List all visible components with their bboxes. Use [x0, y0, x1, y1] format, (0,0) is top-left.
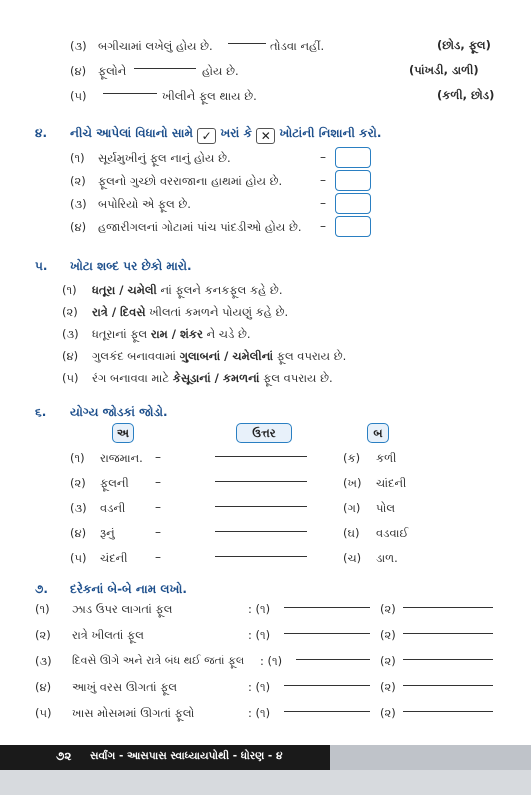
left-item-number: (૧) — [70, 451, 85, 465]
right-item-text: વડવાઈ — [376, 526, 409, 540]
answer-box[interactable] — [335, 216, 371, 237]
section-title — [70, 126, 381, 144]
item-text: ઝાડ ઉપર લાગતાં ફૂલ — [72, 602, 173, 616]
item-number: (૨) — [35, 628, 51, 642]
item-text: ખાસ મોસમમાં ઊગતાં ફૂલો — [72, 706, 195, 720]
item-number: (૩) — [70, 197, 87, 211]
section-title-part: નીચે આપેલાં વિધાનો સામે — [70, 126, 193, 140]
dash: – — [155, 475, 161, 489]
page-number: ૭૨ — [56, 749, 72, 763]
choice-words[interactable]: દિવસે — [120, 305, 146, 319]
statement-pre: રંગ બનાવવા માટે — [92, 371, 173, 385]
answer-blank[interactable] — [215, 531, 307, 532]
section-number: ૭. — [35, 582, 48, 596]
statement-text: બપોરિયો એ ફૂલ છે. — [98, 197, 191, 211]
answer-blank-2[interactable] — [403, 633, 493, 634]
blank-label-2: (૨) — [380, 602, 396, 616]
statement-text — [92, 283, 282, 298]
right-item-text: પોલ — [376, 501, 396, 515]
section-title-part: ખોટાંની નિશાની કરો. — [279, 126, 382, 140]
dash: – — [320, 150, 326, 164]
section-number: ૪. — [35, 126, 47, 140]
left-item-text: ફૂલની — [100, 476, 129, 490]
answer-blank[interactable] — [103, 93, 157, 94]
left-item-number: (૩) — [70, 501, 87, 515]
item-text: રાત્રે ખીલતાં ફૂલ — [72, 628, 144, 642]
statement-text: હજારીગલનાં ગોટામાં પાંચ પાંદડીઓ હોય છે. — [98, 220, 302, 234]
statement-rest: ખીલતાં કમળને પોયણું કહે છે. — [145, 305, 289, 319]
left-item-text: રાજમાન. — [100, 451, 143, 465]
dash: – — [320, 173, 326, 187]
item-number: (૪) — [70, 64, 87, 78]
right-item-number: (ઘ) — [343, 526, 360, 540]
statement-rest: ફૂલ વપરાય છે. — [259, 371, 333, 385]
statement-rest: નાં ફૂલને કનકફૂલ કહે છે. — [156, 283, 283, 297]
section-number: ૬. — [35, 405, 47, 419]
item-hint: (છોડ, ફૂલ) — [437, 38, 491, 52]
statement-text — [92, 371, 333, 386]
dash: – — [155, 500, 161, 514]
dash: – — [155, 450, 161, 464]
item-number: (૧) — [62, 283, 77, 297]
blank-label-2: (૨) — [380, 706, 396, 720]
section-title: દરેકનાં બે-બે નામ લખો. — [70, 582, 187, 596]
item-number: (૧) — [35, 602, 50, 616]
answer-blank-1[interactable] — [284, 607, 370, 608]
item-hint: (પાંખડી, ડાળી) — [409, 63, 479, 77]
answer-blank-2[interactable] — [403, 659, 493, 660]
choice-words[interactable]: કેસૂડાનાં / કમળનાં — [172, 371, 260, 385]
item-number: (૨) — [62, 305, 78, 319]
blank-label-1: : (૧) — [248, 706, 271, 720]
answer-box[interactable] — [335, 147, 371, 168]
answer-box[interactable] — [335, 193, 371, 214]
statement-rest: ફૂલ વપરાય છે. — [273, 349, 347, 363]
left-item-text: રૂનું — [100, 526, 115, 540]
dash: – — [320, 196, 326, 210]
choice-words[interactable]: ગુલાબનાં / ચમેલીનાં — [179, 349, 274, 363]
answer-box[interactable] — [335, 170, 371, 191]
item-number: (૩) — [62, 327, 79, 341]
answer-blank[interactable] — [134, 68, 196, 69]
answer-blank-2[interactable] — [403, 607, 493, 608]
answer-blank-2[interactable] — [403, 711, 493, 712]
item-text: બગીચામાં લખેલું હોય છે. — [98, 39, 213, 53]
dash: – — [155, 550, 161, 564]
item-number: (૩) — [35, 654, 52, 668]
footer-title: સર્વાંગ - આસપાસ સ્વાધ્યાયપોથી - ધોરણ - ૪ — [90, 750, 283, 762]
left-item-number: (૫) — [70, 551, 87, 565]
cross-icon: ✕ — [256, 128, 275, 144]
blank-label-1: : (૧) — [260, 654, 283, 668]
left-item-text: વડની — [100, 501, 126, 515]
item-hint: (કળી, છોડ) — [437, 88, 495, 102]
item-text: દિવસે ઊગે અને રાત્રે બંધ થઈ જતાં ફૂલ — [72, 654, 245, 667]
dash: – — [155, 525, 161, 539]
column-header-a: અ — [112, 423, 134, 443]
right-item-number: (ખ) — [343, 476, 362, 490]
statement-text: ફૂલનો ગુચ્છો વરરાજાના હાથમાં હોય છે. — [98, 174, 283, 188]
footer-accent — [330, 745, 531, 770]
item-text: ખીલીને ફૂલ થાય છે. — [162, 89, 257, 103]
right-item-number: (ચ) — [343, 551, 362, 565]
answer-blank[interactable] — [228, 43, 266, 44]
section-title-part: ખરાં કે — [220, 126, 253, 140]
item-text: ફૂલોને — [98, 64, 127, 78]
answer-blank-1[interactable] — [284, 711, 370, 712]
answer-blank[interactable] — [215, 506, 307, 507]
item-number: (૫) — [70, 89, 87, 103]
item-number: (૨) — [70, 174, 86, 188]
answer-blank-1[interactable] — [284, 685, 370, 686]
item-number: (૪) — [62, 349, 79, 363]
item-number: (૩) — [70, 39, 87, 53]
column-header-b: બ — [367, 423, 389, 443]
blank-label-1: : (૧) — [248, 602, 271, 616]
section-title: યોગ્ય જોડકાં જોડો. — [70, 405, 168, 419]
statement-rest: ને ચડે છે. — [202, 327, 251, 341]
left-item-text: ચંદની — [100, 551, 128, 565]
item-text: હોય છે. — [202, 64, 239, 78]
choice-words[interactable]: રાત્રે / — [92, 305, 121, 319]
item-number: (૪) — [35, 680, 52, 694]
statement-pre: ગુલકંદ બનાવવામાં — [92, 349, 180, 363]
item-text: આખું વરસ ઊગતાં ફૂલ — [72, 680, 178, 694]
blank-label-2: (૨) — [380, 654, 396, 668]
blank-label-1: : (૧) — [248, 680, 271, 694]
statement-text — [92, 305, 288, 320]
blank-label-2: (૨) — [380, 680, 396, 694]
footer-band — [0, 770, 531, 795]
answer-blank[interactable] — [215, 456, 307, 457]
answer-blank-1[interactable] — [296, 659, 370, 660]
column-header-answer: ઉત્તર — [236, 423, 292, 443]
blank-label-1: : (૧) — [248, 628, 271, 642]
answer-blank[interactable] — [215, 481, 307, 482]
right-item-number: (ગ) — [343, 501, 361, 515]
right-item-text: કળી — [376, 451, 397, 465]
answer-blank-2[interactable] — [403, 685, 493, 686]
item-text: તોડવા નહીં. — [270, 39, 325, 53]
right-item-text: ચાંદની — [376, 476, 407, 490]
choice-words[interactable]: રામ / શંકર — [150, 327, 203, 341]
item-number: (૫) — [62, 371, 79, 385]
item-number: (૧) — [70, 151, 85, 165]
answer-blank[interactable] — [215, 556, 307, 557]
blank-label-2: (૨) — [380, 628, 396, 642]
check-icon: ✓ — [197, 128, 216, 144]
answer-blank-1[interactable] — [284, 633, 370, 634]
section-number: ૫. — [35, 259, 48, 273]
dash: – — [320, 219, 326, 233]
statement-text — [92, 327, 251, 342]
statement-text — [92, 349, 346, 364]
left-item-number: (૨) — [70, 476, 86, 490]
section-title: ખોટા શબ્દ પર છેકો મારો. — [70, 259, 192, 273]
left-item-number: (૪) — [70, 526, 87, 540]
right-item-text: ડાળ. — [376, 551, 398, 565]
item-number: (૪) — [70, 220, 87, 234]
right-item-number: (ક) — [343, 451, 361, 465]
choice-words[interactable]: ધતૂરા / ચમેલી — [92, 283, 157, 297]
item-number: (૫) — [35, 706, 52, 720]
statement-pre: ધતૂરાનાં ફૂલ — [92, 327, 151, 341]
statement-text: સૂર્યમુખીનું ફૂલ નાનું હોય છે. — [98, 151, 231, 165]
